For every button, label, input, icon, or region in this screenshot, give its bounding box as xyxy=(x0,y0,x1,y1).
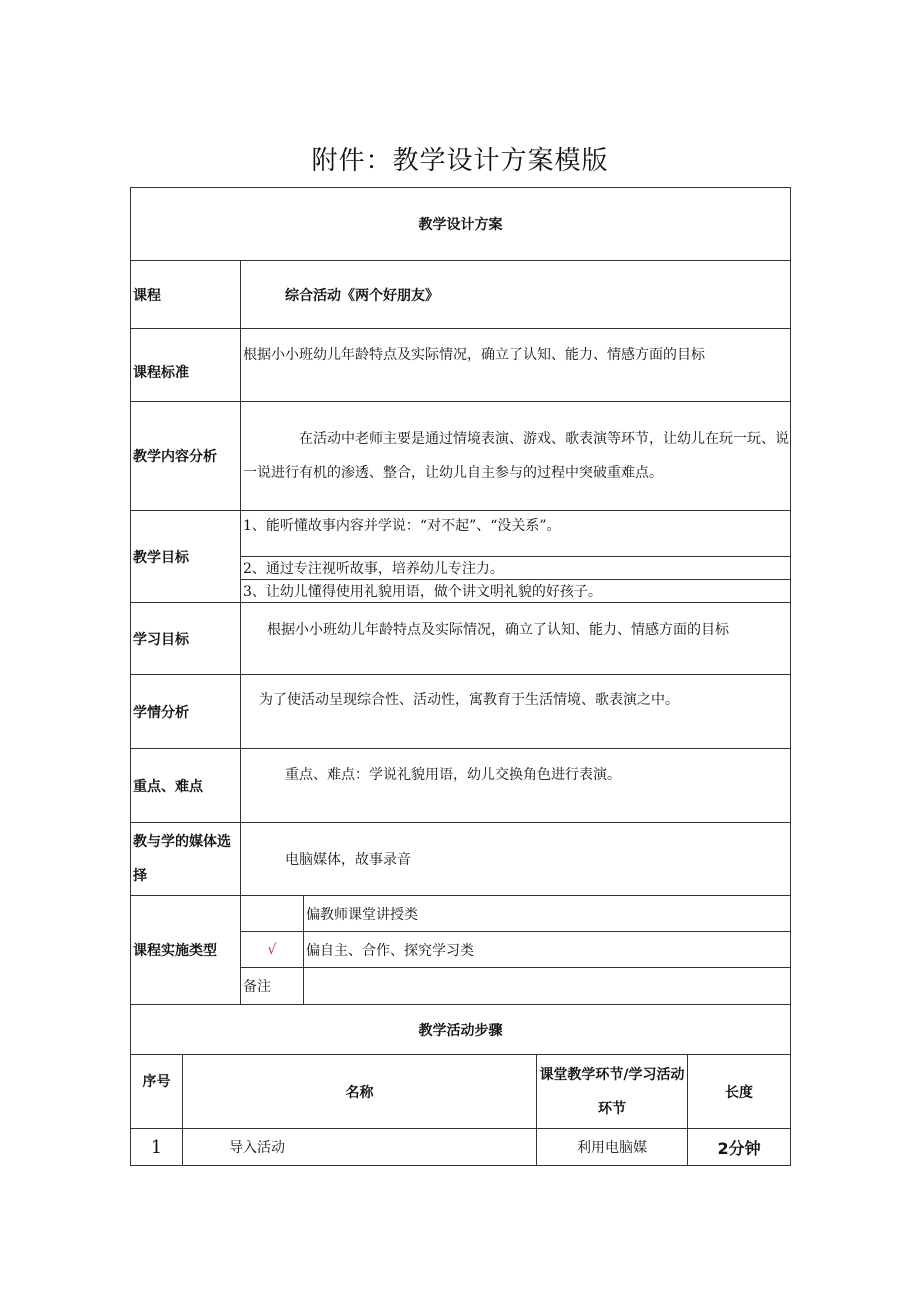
standard-label: 课程标准 xyxy=(131,329,241,402)
media-row xyxy=(131,823,791,896)
learning-goals-value: 根据小小班幼儿年龄特点及实际情况，确立了认知、能力、情感方面的目标 xyxy=(241,603,791,675)
key-points-value: 重点、难点：学说礼貌用语，幼儿交换角色进行表演。 xyxy=(241,749,791,823)
steps-header-row xyxy=(131,1055,791,1129)
impl-note-label: 备注 xyxy=(241,968,304,1005)
col-header-num: 序号 xyxy=(131,1055,183,1129)
content-analysis-value: 在活动中老师主要是通过情境表演、游戏、歌表演等环节，让幼儿在玩一玩、说一说进行有机的渗透、整合，让幼儿自主参与的过程中突破重难点。 xyxy=(241,402,791,511)
standard-value: 根据小小班幼儿年龄特点及实际情况，确立了认知、能力、情感方面的目标 xyxy=(241,329,791,402)
impl-option-2-text: 偏自主、合作、探究学习类 xyxy=(304,932,791,968)
learning-goals-label: 学习目标 xyxy=(131,603,241,675)
learner-analysis-row xyxy=(131,675,791,749)
teaching-goal-1: 1、能听懂故事内容并学说：“对不起”、“没关系”。 xyxy=(241,511,791,557)
key-points-label: 重点、难点 xyxy=(131,749,241,823)
key-points-row xyxy=(131,749,791,823)
media-value: 电脑媒体，故事录音 xyxy=(241,823,791,896)
teaching-goal-row xyxy=(131,511,791,557)
table-header: 教学设计方案 xyxy=(131,188,791,261)
impl-option-1-mark xyxy=(241,896,304,932)
steps-title: 教学活动步骤 xyxy=(131,1005,791,1055)
learner-analysis-label: 学情分析 xyxy=(131,675,241,749)
col-header-length: 长度 xyxy=(688,1055,791,1129)
learning-goals-row xyxy=(131,603,791,675)
table-row xyxy=(131,1129,791,1166)
media-label: 教与学的媒体选择 xyxy=(131,823,241,896)
learner-analysis-value: 为了使活动呈现综合性、活动性，寓教育于生活情境、歌表演之中。 xyxy=(241,675,791,749)
impl-note-value xyxy=(304,968,791,1005)
step-phase: 利用电脑媒 xyxy=(537,1129,688,1166)
step-name: 导入活动 xyxy=(183,1129,537,1166)
course-value: 综合活动《两个好朋友》 xyxy=(241,261,791,329)
impl-type-row xyxy=(131,896,791,932)
col-header-name: 名称 xyxy=(183,1055,537,1129)
course-row xyxy=(131,261,791,329)
document-title: 附件：教学设计方案模版 xyxy=(311,146,609,176)
lesson-plan-table xyxy=(130,187,791,1166)
teaching-goals-label: 教学目标 xyxy=(131,511,241,603)
standard-row xyxy=(131,329,791,402)
col-header-phase: 课堂教学环节/学习活动环节 xyxy=(537,1055,688,1129)
impl-type-label: 课程实施类型 xyxy=(131,896,241,1005)
teaching-goal-2: 2、通过专注视听故事，培养幼儿专注力。 xyxy=(241,557,791,580)
course-label: 课程 xyxy=(131,261,241,329)
impl-option-1-text: 偏教师课堂讲授类 xyxy=(304,896,791,932)
content-analysis-row xyxy=(131,402,791,511)
teaching-goal-3: 3、让幼儿懂得使用礼貌用语，做个讲文明礼貌的好孩子。 xyxy=(241,580,791,603)
content-analysis-label: 教学内容分析 xyxy=(131,402,241,511)
step-num: 1 xyxy=(131,1129,183,1166)
step-length: 2分钟 xyxy=(688,1129,791,1166)
check-icon: √ xyxy=(241,932,304,968)
